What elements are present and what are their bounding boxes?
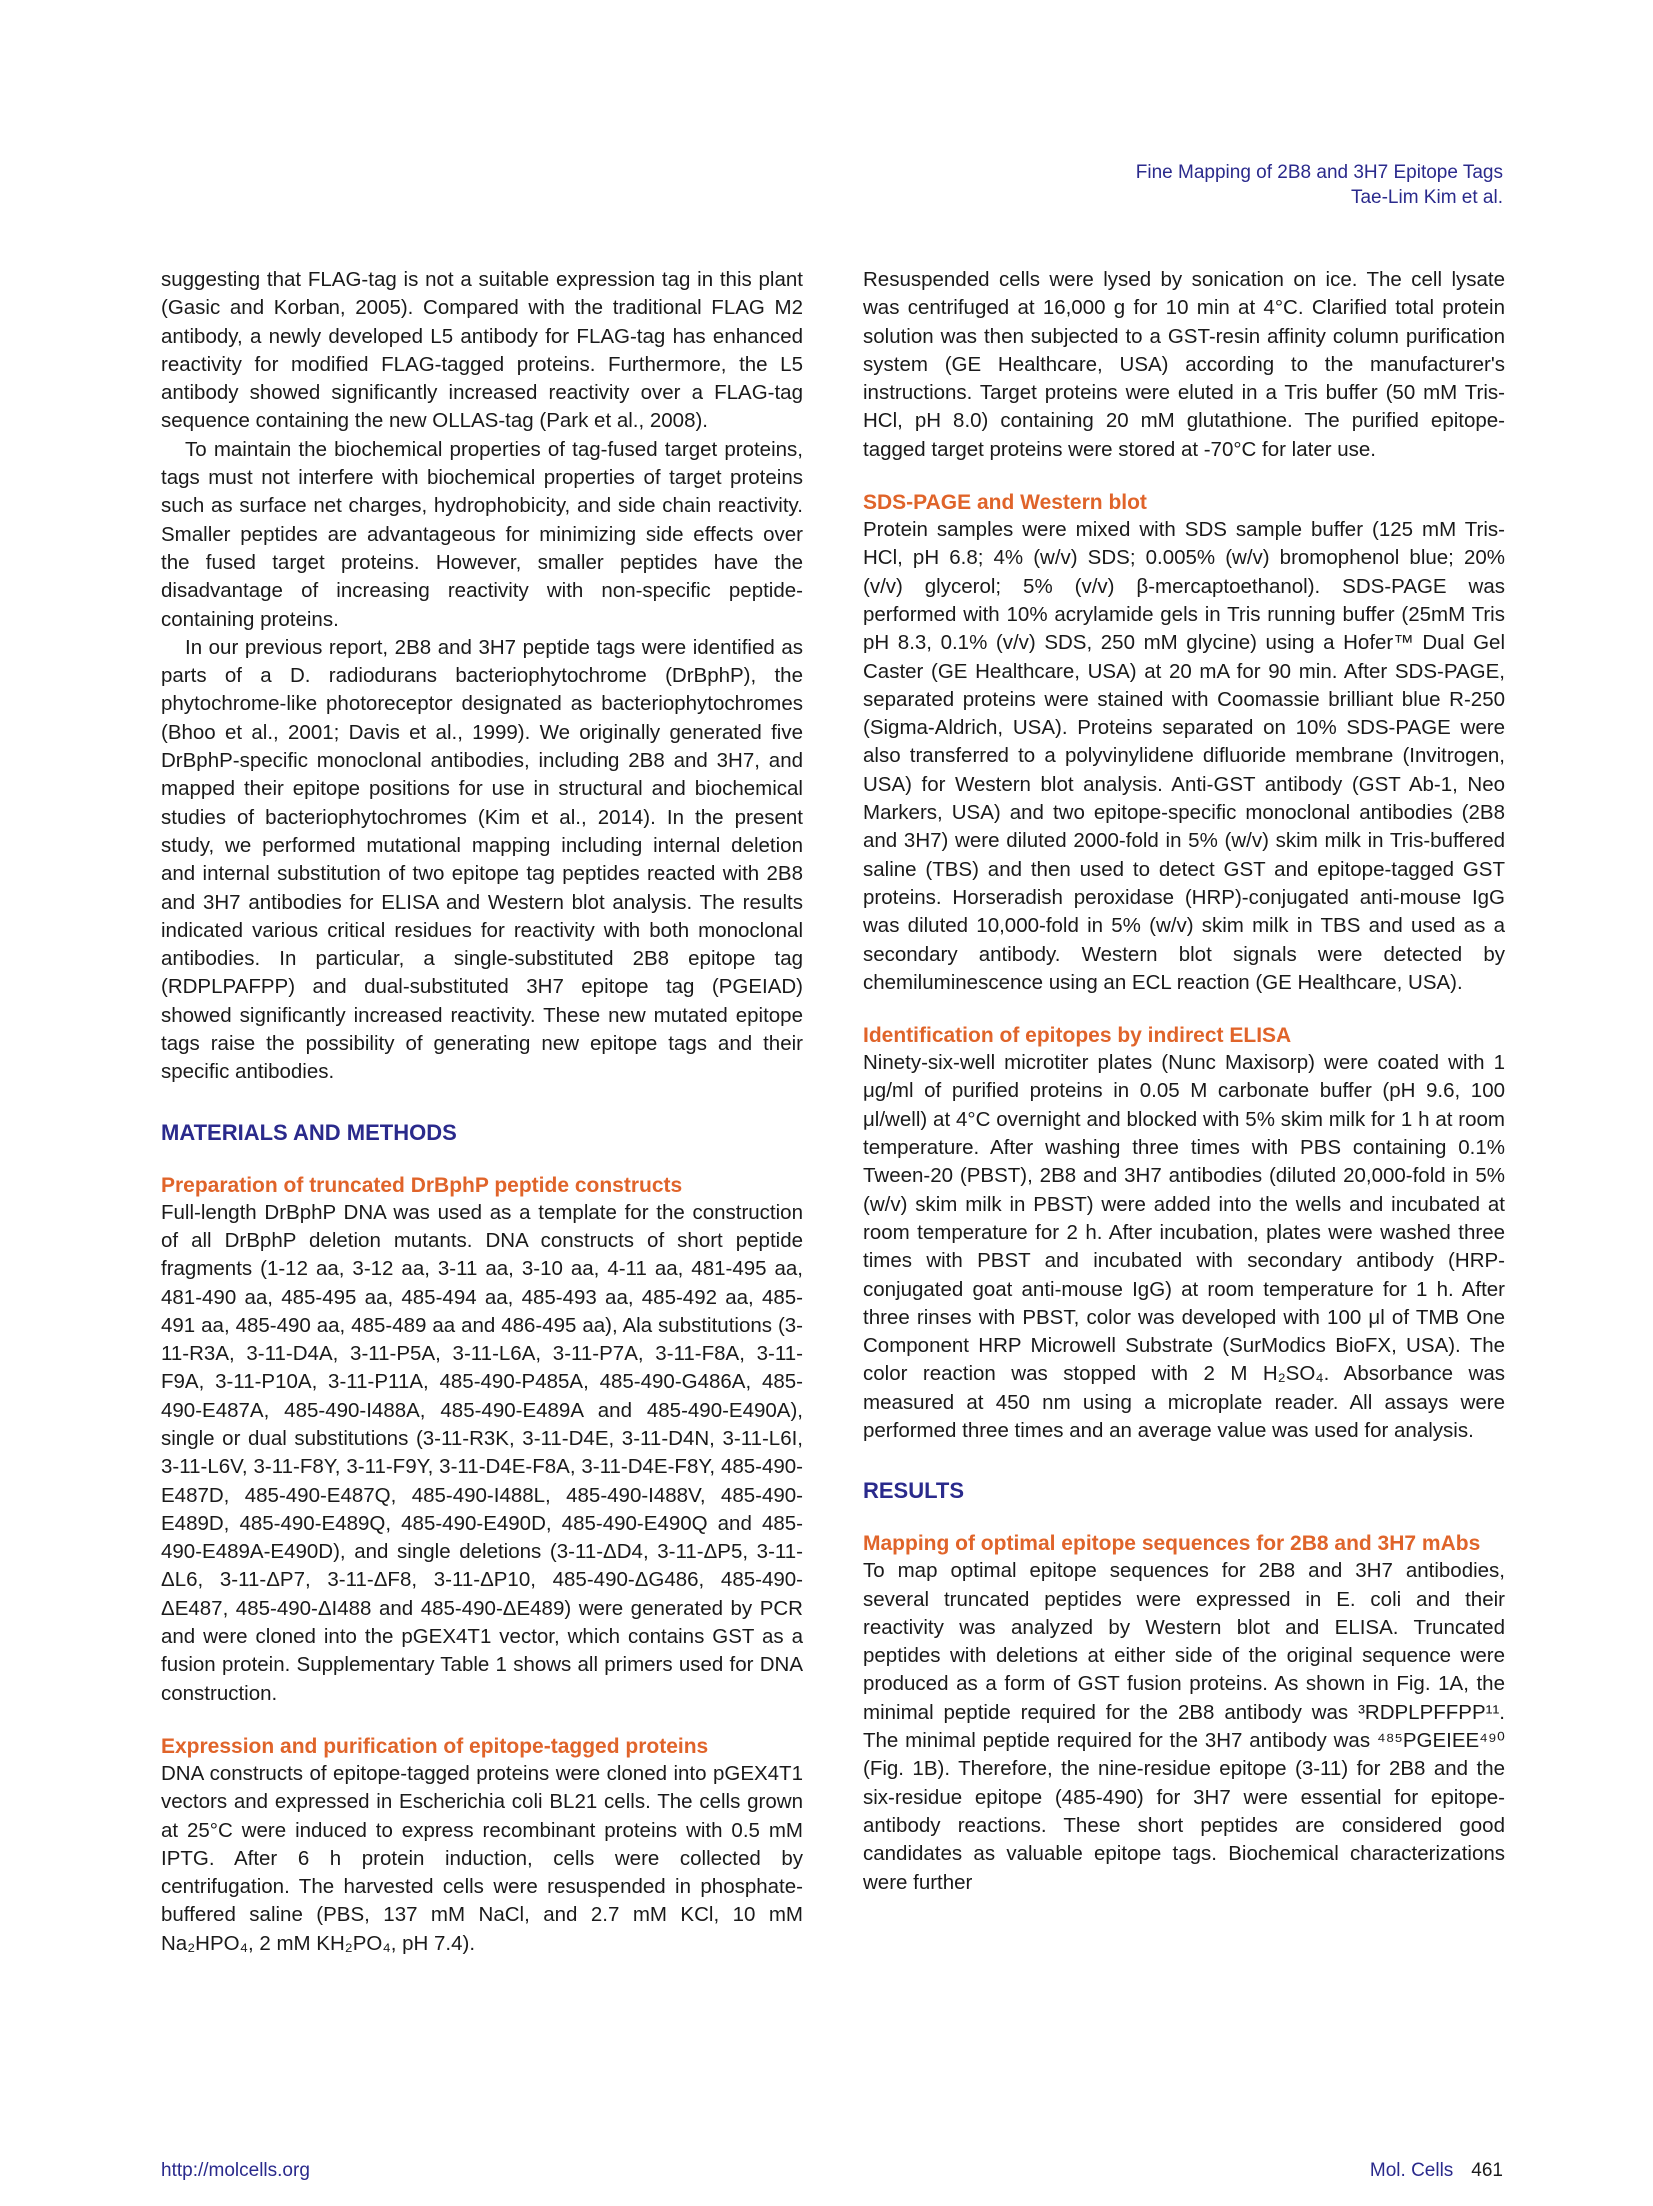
subsection-heading: Identification of epitopes by indirect ELISA: [863, 1024, 1292, 1048]
paragraph: To maintain the biochemical properties of tag-fused target proteins, tags must not interfere with biochemical properties of target proteins such as surface net charges, hydrophobicity, and side chain reactivity. Smaller peptides are advantageous for minimizing side effects over the fused target proteins. However, smaller peptides have the disadvantage of increasing reactivity with non-specific peptide-containing proteins.: [161, 437, 803, 631]
running-head: [1136, 160, 1503, 210]
paragraph: suggesting that FLAG-tag is not a suitable expression tag in this plant (Gasic and Korban, 2005). Compared with the traditional FLAG M2 antibody, a newly developed L5 antibody for FLAG-tag has enhanced reactivity for modified FLAG-tagged proteins. Furthermore, the L5 antibody showed significantly increased reactivity over a FLAG-tag sequence containing the new OLLAS-tag (Park et al., 2008).: [161, 268, 803, 433]
running-head-authors: Tae-Lim Kim et al.: [1350, 187, 1503, 208]
subsection-heading: SDS-PAGE and Western blot: [863, 491, 1147, 515]
footer-journal: [1370, 2160, 1503, 2182]
section-heading-methods: MATERIALS AND METHODS: [161, 1119, 457, 1145]
paragraph: In our previous report, 2B8 and 3H7 peptide tags were identified as parts of a D. radiodurans bacteriophytochrome (DrBphP), the phytochrome-like photoreceptor designated as bacteriophytochromes (Bhoo et al., 2001; Davis et al., 1999). We originally generated five DrBphP-specific monoclonal antibodies, including 2B8 and 3H7, and mapped their epitope positions for use in structural and biochemical studies of bacteriophytochromes (Kim et al., 2014). In the present study, we performed mutational mapping including internal deletion and internal substitution of two epitope tag peptides reacted with 2B8 and 3H7 antibodies for ELISA and Western blot analysis. The results indicated various critical residues for reactivity with both monoclonal antibodies. In particular, a single-substituted 2B8 epitope tag (RDPLPAFPP) and dual-substituted 3H7 epitope tag (PGEIAD) showed significantly increased reactivity. These new mutated epitope tags raise the possibility of generating new epitope tags and their specific antibodies.: [161, 635, 803, 1084]
section-heading-results: RESULTS: [863, 1478, 965, 1504]
right-column: [863, 266, 1505, 1897]
page-number: 461: [1471, 2160, 1503, 2181]
paragraph: To map optimal epitope sequences for 2B8 and 3H7 antibodies, several truncated peptides were expressed in E. coli and their reactivity was analyzed by Western blot and ELISA. Truncated peptides with deletions at either side of the original sequence were produced as a form of GST fusion proteins. As shown in Fig. 1A, the minimal peptide required for the 2B8 antibody was ³RDPLPFFPP¹¹. The minimal peptide required for the 3H7 antibody was ⁴⁸⁵PGEIEE⁴⁹⁰ (Fig. 1B). Therefore, the nine-residue epitope (3-11) for 2B8 and the six-residue epitope (485-490) for 3H7 were essential for epitope-antibody reactions. These short peptides are considered good candidates as valuable epitope tags. Biochemical characterizations were further: [863, 1559, 1505, 1894]
paragraph: Protein samples were mixed with SDS sample buffer (125 mM Tris-HCl, pH 6.8; 4% (w/v) SDS; 0.005% (w/v) bromophenol blue; 20% (v/v) glycerol; 5% (v/v) β-mercaptoethanol). SDS-PAGE was performed with 10% acrylamide gels in Tris running buffer (25mM Tris pH 8.3, 0.1% (v/v) SDS, 250 mM glycine) using a Hofer™ Dual Gel Caster (GE Healthcare, USA) at 20 mA for 90 min. After SDS-PAGE, separated proteins were stained with Coomassie brilliant blue R-250 (Sigma-Aldrich, USA). Proteins separated on 10% SDS-PAGE were also transferred to a polyvinylidene difluoride membrane (Invitrogen, USA) for Western blot analysis. Anti-GST antibody (GST Ab-1, Neo Markers, USA) and two epitope-specific monoclonal antibodies (2B8 and 3H7) were diluted 2000-fold in 5% (w/v) skim milk in Tris-buffered saline (TBS) and then used to detect GST and epitope-tagged GST proteins. Horseradish peroxidase (HRP)-conjugated anti-mouse IgG was diluted 10,000-fold in 5% (w/v) skim milk in TBS and used as a secondary antibody. Western blot signals were detected by chemiluminescence using an ECL reaction (GE Healthcare, USA).: [863, 518, 1505, 994]
subsection-heading: Mapping of optimal epitope sequences for 2B8 and 3H7 mAbs: [863, 1532, 1481, 1556]
paragraph: Resuspended cells were lysed by sonication on ice. The cell lysate was centrifuged at 16,000 g for 10 min at 4°C. Clarified total protein solution was then subjected to a GST-resin affinity column purification system (GE Healthcare, USA) according to the manufacturer's instructions. Target proteins were eluted in a Tris buffer (50 mM Tris-HCl, pH 8.0) containing 20 mM glutathione. The purified epitope-tagged target proteins were stored at -70°C for later use.: [863, 268, 1505, 461]
left-column: [161, 266, 803, 1958]
journal-name: Mol. Cells: [1369, 2160, 1454, 2181]
running-head-title: Fine Mapping of 2B8 and 3H7 Epitope Tags: [1135, 162, 1503, 183]
paragraph: Ninety-six-well microtiter plates (Nunc Maxisorp) were coated with 1 μg/ml of purified proteins in 0.05 M carbonate buffer (pH 9.6, 100 μl/well) at 4°C overnight and blocked with 5% skim milk for 1 h at room temperature. After washing three times with PBS containing 0.1% Tween-20 (PBST), 2B8 and 3H7 antibodies (diluted 20,000-fold in 5% (w/v) skim milk in PBST) were added into the wells and incubated at room temperature for 2 h. After incubation, plates were washed three times with PBST and incubated with secondary antibody (HRP-conjugated goat anti-mouse IgG) at room temperature for 1 h. After three rinses with PBST, color was developed with 100 μl of TMB One Component HRP Microwell Substrate (SurModics BioFX, USA). The color reaction was stopped with 2 M H₂SO₄. Absorbance was measured at 450 nm using a microplate reader. All assays were performed three times and an average value was used for analysis.: [863, 1051, 1505, 1442]
footer-url[interactable]: http://molcells.org: [161, 2160, 310, 2181]
subsection-heading: Preparation of truncated DrBphP peptide constructs: [161, 1173, 683, 1197]
paragraph: Full-length DrBphP DNA was used as a template for the construction of all DrBphP deletion mutants. DNA constructs of short peptide fragments (1-12 aa, 3-12 aa, 3-11 aa, 3-10 aa, 4-11 aa, 481-495 aa, 481-490 aa, 485-495 aa, 485-494 aa, 485-493 aa, 485-492 aa, 485-491 aa, 485-490 aa, 485-489 aa and 486-495 aa), Ala substitutions (3-11-R3A, 3-11-D4A, 3-11-P5A, 3-11-L6A, 3-11-P7A, 3-11-F8A, 3-11-F9A, 3-11-P10A, 3-11-P11A, 485-490-P485A, 485-490-G486A, 485-490-E487A, 485-490-I488A, 485-490-E489A and 485-490-E490A), single or dual substitutions (3-11-R3K, 3-11-D4E, 3-11-D4N, 3-11-L6I, 3-11-L6V, 3-11-F8Y, 3-11-F9Y, 3-11-D4E-F8A, 3-11-D4E-F8Y, 485-490-E487D, 485-490-E487Q, 485-490-I488L, 485-490-I488V, 485-490-E489D, 485-490-E489Q, 485-490-E490D, 485-490-E490Q and 485-490-E489A-E490D), and single deletions (3-11-ΔD4, 3-11-ΔP5, 3-11-ΔL6, 3-11-ΔP7, 3-11-ΔF8, 3-11-ΔP10, 485-490-ΔG486, 485-490-ΔE487, 485-490-ΔI488 and 485-490-ΔE489) were generated by PCR and were cloned into the pGEX4T1 vector, which contains GST as a fusion protein. Supplementary Table 1 shows all primers used for DNA construction.: [161, 1200, 803, 1705]
paragraph: DNA constructs of epitope-tagged proteins were cloned into pGEX4T1 vectors and expressed in Escherichia coli BL21 cells. The cells grown at 25°C were induced to express recombinant proteins with 0.5 mM IPTG. After 6 h protein induction, cells were collected by centrifugation. The harvested cells were resuspended in phosphate-buffered saline (PBS, 137 mM NaCl, and 2.7 mM KCl, 10 mM Na₂HPO₄, 2 mM KH₂PO₄, pH 7.4).: [161, 1761, 803, 1955]
subsection-heading: Expression and purification of epitope-tagged proteins: [161, 1734, 709, 1758]
